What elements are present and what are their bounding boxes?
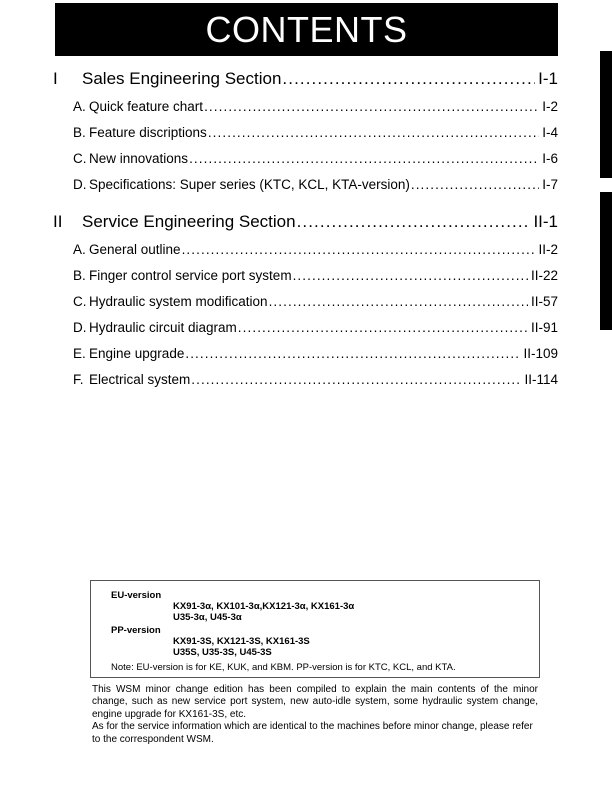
toc-section-i[interactable] [0, 64, 612, 94]
toc-section-i-numeral: I [53, 69, 58, 88]
toc-item-ii-d[interactable] [0, 315, 612, 341]
pp-version-label: PP-version [111, 625, 161, 636]
version-note: Note: EU-version is for KE, KUK, and KBM. PP-version is for KTC, KCL, and KTA. [111, 662, 456, 673]
toc-item-ii-c[interactable] [0, 289, 612, 315]
toc-section-ii-numeral: II [53, 212, 63, 231]
toc-item-i-b[interactable] [0, 120, 612, 146]
toc-item-ii-f-page: II-114 [524, 372, 558, 387]
toc-leader-dots [269, 289, 528, 315]
eu-version-label: EU-version [111, 590, 162, 601]
toc-item-ii-b-letter: B. [73, 268, 86, 283]
toc-item-ii-b-label: Finger control service port system [89, 268, 292, 283]
toc-leader-dots [208, 120, 539, 146]
contents-title-banner [55, 3, 558, 56]
toc-item-i-b-letter: B. [73, 125, 86, 140]
toc-item-ii-c-label: Hydraulic system modification [89, 294, 268, 309]
toc-item-i-d[interactable] [0, 172, 612, 198]
toc-item-ii-e-label: Engine upgrade [89, 346, 185, 361]
toc-item-i-c-letter: C. [73, 151, 87, 166]
toc-leader-dots [189, 146, 539, 172]
toc-leader-dots [185, 341, 520, 367]
toc-leader-dots [238, 315, 528, 341]
toc-item-i-d-page: I-7 [542, 177, 558, 192]
page-title: CONTENTS [205, 8, 408, 50]
toc-item-ii-d-letter: D. [73, 320, 87, 335]
toc-leader-dots [282, 64, 535, 94]
pp-models-line-2: U35S, U35-3S, U45-3S [173, 647, 272, 658]
table-of-contents [0, 64, 612, 393]
eu-models-line-2: U35-3α, U45-3α [173, 612, 242, 623]
toc-item-i-b-page: I-4 [542, 125, 558, 140]
toc-section-i-page: I-1 [538, 69, 558, 88]
toc-item-i-a-label: Quick feature chart [89, 99, 204, 114]
toc-item-i-a-letter: A. [73, 99, 86, 114]
toc-item-ii-e-letter: E. [73, 346, 86, 361]
toc-item-ii-c-letter: C. [73, 294, 87, 309]
eu-models-line-1: KX91-3α, KX101-3α,KX121-3α, KX161-3α [173, 601, 355, 612]
toc-item-i-c[interactable] [0, 146, 612, 172]
toc-item-ii-f[interactable] [0, 367, 612, 393]
toc-item-i-d-letter: D. [73, 177, 87, 192]
toc-leader-dots [293, 263, 528, 289]
toc-item-ii-a-label: General outline [89, 242, 181, 257]
closing-paragraph-2: As for the service information which are identical to the machines before minor change, please refer to the correspondent WSM. [92, 721, 533, 745]
toc-section-ii-page: II-1 [533, 212, 558, 231]
toc-section-ii[interactable] [0, 207, 612, 237]
toc-item-ii-f-letter: F. [73, 372, 84, 387]
toc-item-ii-e-page: II-109 [523, 346, 558, 361]
toc-item-i-c-page: I-6 [542, 151, 558, 166]
toc-item-ii-a[interactable] [0, 237, 612, 263]
toc-item-ii-b-page: II-22 [530, 268, 558, 283]
toc-item-ii-d-page: II-91 [530, 320, 558, 335]
toc-leader-dots [182, 237, 536, 263]
pp-models-line-1: KX91-3S, KX121-3S, KX161-3S [173, 636, 310, 647]
toc-section-i-title: Sales Engineering Section [82, 69, 282, 88]
toc-leader-dots [204, 94, 539, 120]
toc-item-i-d-label: Specifications: Super series (KTC, KCL, KTA-version) [89, 177, 410, 192]
toc-item-ii-d-label: Hydraulic circuit diagram [89, 320, 237, 335]
closing-note [92, 684, 538, 746]
toc-item-ii-a-page: II-2 [538, 242, 558, 257]
toc-section-ii-title: Service Engineering Section [82, 212, 296, 231]
toc-leader-dots [297, 207, 531, 237]
toc-leader-dots [191, 367, 521, 393]
toc-item-ii-c-page: II-57 [530, 294, 558, 309]
toc-item-ii-a-letter: A. [73, 242, 86, 257]
toc-item-i-a-page: I-2 [542, 99, 558, 114]
toc-item-i-a[interactable] [0, 94, 612, 120]
toc-item-i-c-label: New innovations [89, 151, 189, 166]
toc-item-i-b-label: Feature discriptions [89, 125, 207, 140]
closing-paragraph-1: This WSM minor change edition has been compiled to explain the main contents of the minor change, such as new service port system, new auto-idle system, some hydraulic system change, engine upgrade for KX161-3S, etc. [92, 684, 538, 720]
toc-item-ii-b[interactable] [0, 263, 612, 289]
toc-leader-dots [411, 172, 539, 198]
version-model-box [90, 580, 540, 678]
toc-item-ii-e[interactable] [0, 341, 612, 367]
toc-item-ii-f-label: Electrical system [89, 372, 191, 387]
